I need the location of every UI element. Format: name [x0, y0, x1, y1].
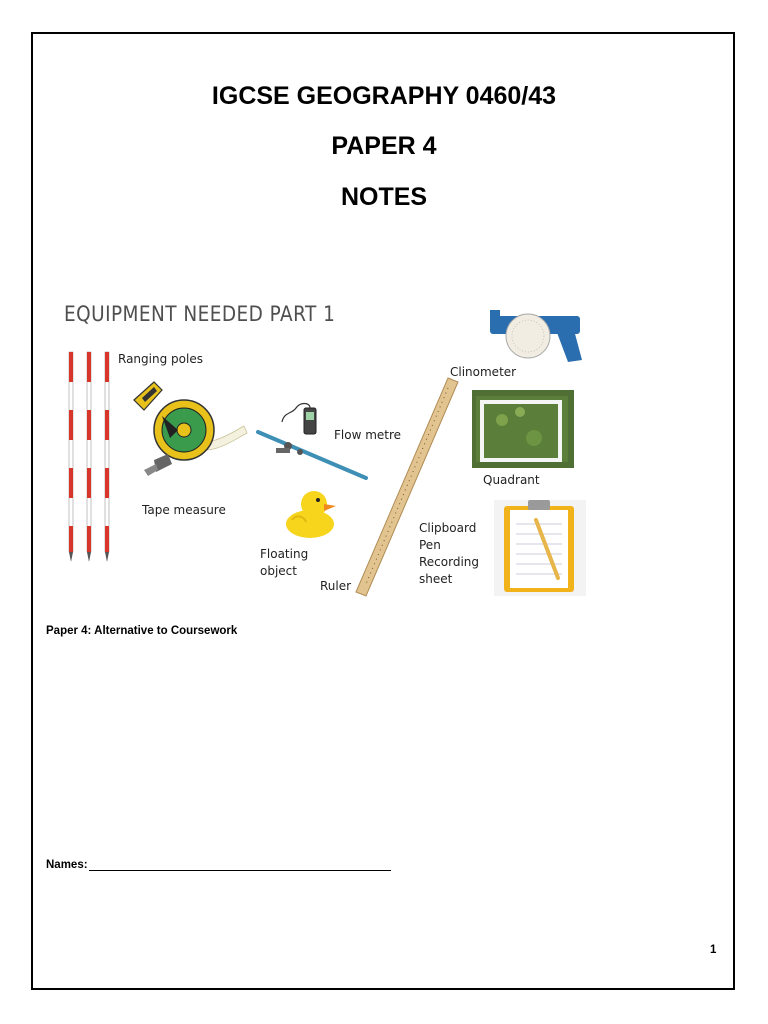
document-title: IGCSE GEOGRAPHY 0460/43 [211, 82, 557, 110]
clipboard-illustration [492, 496, 588, 598]
clipboard-label-line: Pen [419, 538, 441, 552]
clipboard-label [419, 520, 479, 588]
names-label: Names: [46, 859, 88, 871]
names-blank-line [89, 858, 391, 871]
equipment-heading: EQUIPMENT NEEDED PART 1 [64, 302, 336, 326]
ranging-pole [87, 352, 91, 562]
quadrant-illustration [472, 390, 574, 468]
clinometer-illustration [488, 308, 586, 364]
clipboard-label-line: sheet [419, 572, 453, 586]
floating-object-label-line: object [260, 564, 297, 578]
ranging-poles-label: Ranging poles [118, 352, 203, 366]
paper-subtitle: Paper 4: Alternative to Coursework [46, 625, 238, 637]
tape-measure-illustration [126, 378, 250, 482]
quadrant-label: Quadrant [483, 473, 540, 487]
notes-heading: NOTES [340, 183, 428, 211]
ranging-pole [69, 352, 73, 562]
ruler-label: Ruler [320, 579, 352, 593]
floating-object-label [260, 546, 308, 580]
page-number: 1 [710, 944, 717, 956]
floating-object-illustration [284, 486, 340, 542]
clinometer-label: Clinometer [450, 365, 517, 379]
clipboard-label-line: Recording [419, 555, 480, 569]
flow-metre-label: Flow metre [334, 428, 402, 442]
tape-measure-label: Tape measure [142, 503, 226, 517]
clipboard-label-line: Clipboard [419, 521, 477, 535]
ranging-pole [105, 352, 109, 562]
paper-heading: PAPER 4 [331, 132, 437, 160]
equipment-figure [48, 292, 596, 602]
names-field [46, 858, 391, 871]
floating-object-label-line: Floating [260, 547, 309, 561]
ranging-poles-illustration [62, 350, 118, 564]
